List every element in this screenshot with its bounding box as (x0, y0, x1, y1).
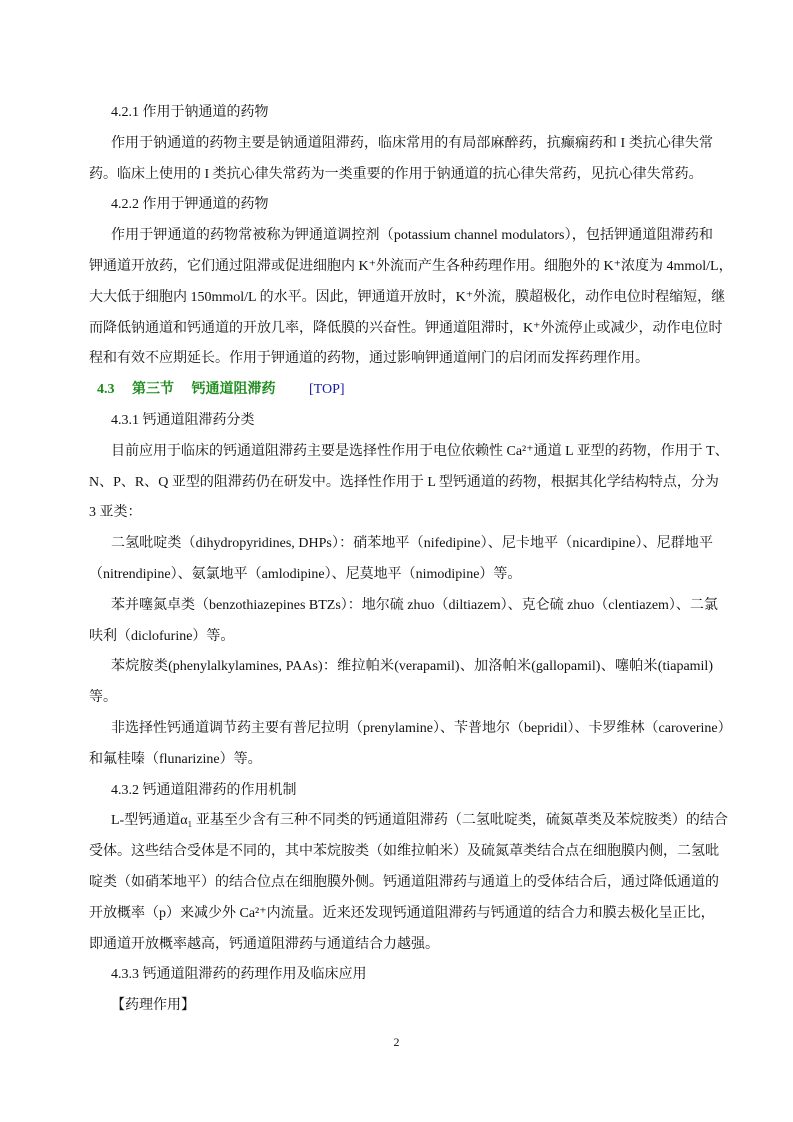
section-number: 4.3 (97, 382, 115, 398)
text-line: 苯并噻氮卓类（benzothiazepines BTZs）：地尔硫 zhuo（diltiazem）、克仑硫 zhuo（clentiazem）、二氯 (111, 597, 718, 613)
text-line: 即通道开放概率越高，钙通道阻滞药与通道结合力越强。 (89, 936, 439, 952)
text-line: 呋利（diclofurine）等。 (89, 628, 235, 644)
text-line: 程和有效不应期延长。作用于钾通道的药物，通过影响钾通道闸门的启闭而发挥药理作用。 (89, 351, 649, 367)
text-line: 等。 (89, 690, 117, 706)
paragraph (89, 221, 733, 375)
section-heading-4-3 (89, 375, 713, 406)
text-line: 作用于钠通道的药物主要是钠通道阻滞药，临床常用的有局部麻醉药，抗癫痫药和 I 类抗心律失常 (111, 135, 713, 151)
text-line: L-型钙通道α₁ 亚基至少含有三种不同类的钙通道阻滞药（二氢吡啶类，硫氮䓬类及苯烷胺类）的结合 (111, 813, 728, 829)
heading-4-3-1: 4.3.1 钙通道阻滞药分类 (111, 412, 255, 428)
text-line: 二氢吡啶类（dihydropyridines, DHPs）：硝苯地平（nifedipine）、尼卡地平（nicardipine）、尼群地平 (111, 536, 713, 552)
section-title: 钙通道阻滞药 (191, 382, 276, 398)
subheading-pharmacology: 【药理作用】 (111, 998, 195, 1014)
heading-4-2-1: 4.2.1 作用于钠通道的药物 (111, 105, 269, 120)
text-line: N、P、R、Q 亚型的阻滞药仍在研发中。选择性作用于 L 型钙通道的药物，根据其化学结构特点，分为 (89, 474, 719, 490)
text-line: 作用于钾通道的药物常被称为钾通道调控剂（potassium channel modulators），包括钾通道阻滞药和 (111, 228, 713, 244)
text-line: 非选择性钙通道调节药主要有普尼拉明（prenylamine）、苄普地尔（bepridil）、卡罗维林（caroverine） (111, 720, 732, 736)
paragraph (89, 591, 718, 653)
paragraph (89, 652, 713, 714)
text-line: 受体。这些结合受体是不同的，其中苯烷胺类（如维拉帕米）及硫氮䓬类结合点在细胞膜内侧，二氢吡 (89, 844, 719, 860)
heading-4-2-2: 4.2.2 作用于钾通道的药物 (111, 197, 269, 213)
paragraph (89, 529, 713, 591)
text-line: 3 亚类： (89, 505, 142, 521)
text-line: 钾通道开放药，它们通过阻滞或促进细胞内 K⁺外流而产生各种药理作用。细胞外的 K⁺浓度为 4mmol/L， (89, 258, 733, 274)
text-line: 大大低于细胞内 150mmol/L 的水平。因此，钾通道开放时，K⁺外流，膜超极化，动作电位时程缩短，继 (89, 289, 726, 305)
heading-4-3-3: 4.3.3 钙通道阻滞药的药理作用及临床应用 (111, 967, 367, 983)
top-link[interactable]: [TOP] (309, 382, 345, 398)
document-body (89, 98, 733, 1022)
text-line: 啶类（如硝苯地平）的结合位点在细胞膜外侧。钙通道阻滞药与通道上的受体结合后，通过降低通道的 (89, 874, 719, 890)
text-line: 药。临床上使用的 I 类抗心律失常药为一类重要的作用于钠通道的抗心律失常药，见抗心律失常药。 (89, 166, 703, 182)
paragraph (89, 806, 728, 960)
text-line: （nitrendipine）、氨氯地平（amlodipine）、尼莫地平（nimodipine）等。 (89, 566, 522, 582)
text-line: 目前应用于临床的钙通道阻滞药主要是选择性作用于电位依赖性 Ca²⁺通道 L 亚型的药物，作用于 T、 (111, 443, 729, 459)
paragraph (89, 129, 713, 191)
page-number: 2 (393, 1035, 400, 1049)
text-line: 开放概率（p）来减少外 Ca²⁺内流量。近来还发现钙通道阻滞药与钙通道的结合力和膜去极化呈正比， (89, 905, 715, 921)
text-line: 而降低钠通道和钙通道的开放几率，降低膜的兴奋性。钾通道阻滞时，K⁺外流停止或减少，动作电位时 (89, 320, 723, 336)
heading-4-3-2: 4.3.2 钙通道阻滞药的作用机制 (111, 782, 297, 798)
paragraph (89, 437, 729, 529)
paragraph (89, 714, 732, 776)
text-line: 苯烷胺类(phenylalkylamines, PAAs)：维拉帕米(verapamil)、加洛帕米(gallopamil)、噻帕米(tiapamil) (111, 659, 713, 675)
text-line: 和氟桂嗪（flunarizine）等。 (89, 751, 262, 767)
section-label: 第三节 (132, 382, 174, 398)
